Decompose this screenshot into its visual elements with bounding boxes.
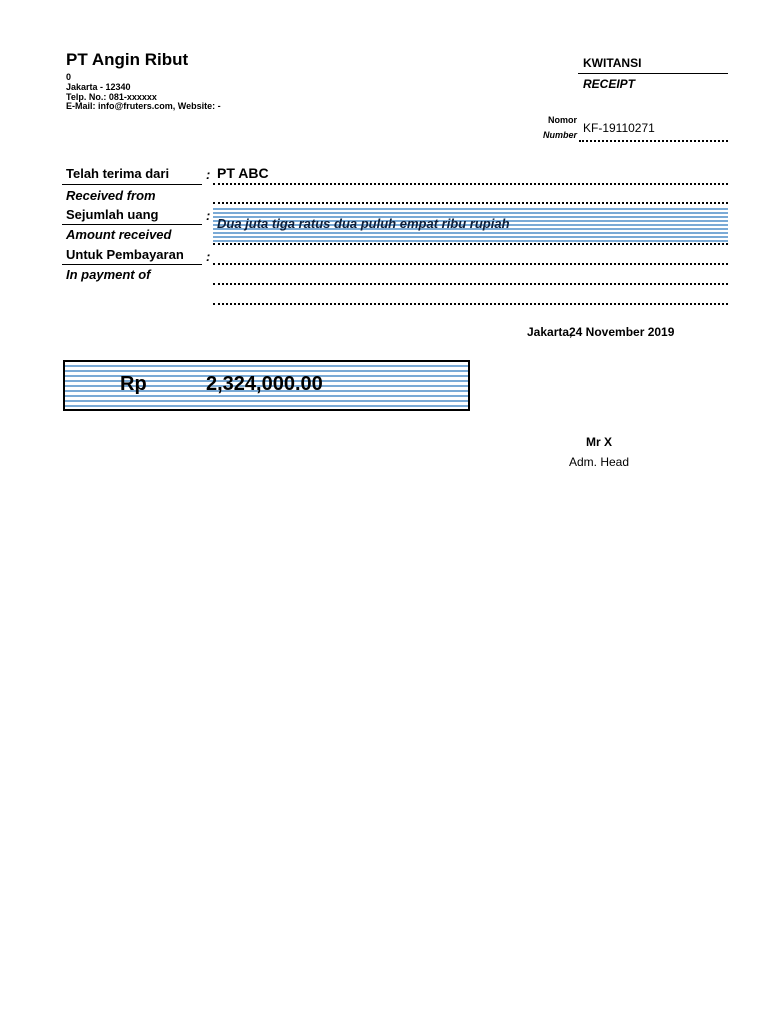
payment-label-en: In payment of	[66, 267, 151, 282]
dotted-line	[213, 303, 728, 305]
total-amount: 2,324,000.00	[206, 373, 323, 395]
signatory-name: Mr X	[585, 435, 612, 449]
nomor-label: Nomor	[548, 115, 577, 125]
date-value: 24 November 2019	[569, 325, 675, 339]
amount-label: Sejumlah uang	[66, 207, 159, 222]
document-title: KWITANSI	[583, 56, 642, 70]
receipt-number-dotted-line	[579, 140, 728, 142]
company-address-line: 0	[66, 72, 72, 82]
receipt-number: KF-19110271	[583, 121, 655, 135]
document-title-en: RECEIPT	[583, 77, 636, 91]
colon: :	[206, 208, 211, 223]
dotted-line	[213, 202, 728, 204]
date-place: Jakarta,	[527, 325, 573, 339]
received-from-label: Telah terima dari	[66, 166, 170, 181]
amount-label-en: Amount received	[66, 227, 172, 242]
dotted-line	[213, 243, 728, 245]
colon: :	[206, 249, 211, 264]
label-divider	[62, 224, 202, 225]
company-phone: Telp. No.: 081-xxxxxx	[66, 92, 157, 102]
received-from-dotted-line	[213, 183, 728, 185]
title-underline	[578, 73, 728, 74]
label-divider	[62, 264, 202, 265]
number-label: Number	[542, 130, 577, 140]
received-from-label-en: Received from	[66, 188, 156, 203]
currency-label: Rp	[120, 373, 147, 395]
company-name: PT Angin Ribut	[66, 50, 189, 69]
payment-label: Untuk Pembayaran	[66, 247, 184, 262]
company-email: E-Mail: info@fruters.com, Website: -	[66, 101, 221, 111]
amount-in-words: Dua juta tiga ratus dua puluh empat ribu rupiah	[217, 216, 510, 231]
signatory-title: Adm. Head	[568, 455, 630, 469]
company-address-line: Jakarta - 12340	[66, 82, 131, 92]
payment-dotted-line	[213, 263, 728, 265]
colon: :	[206, 167, 211, 182]
received-from-value: PT ABC	[217, 165, 269, 181]
dotted-line	[213, 283, 728, 285]
label-divider	[62, 184, 202, 185]
